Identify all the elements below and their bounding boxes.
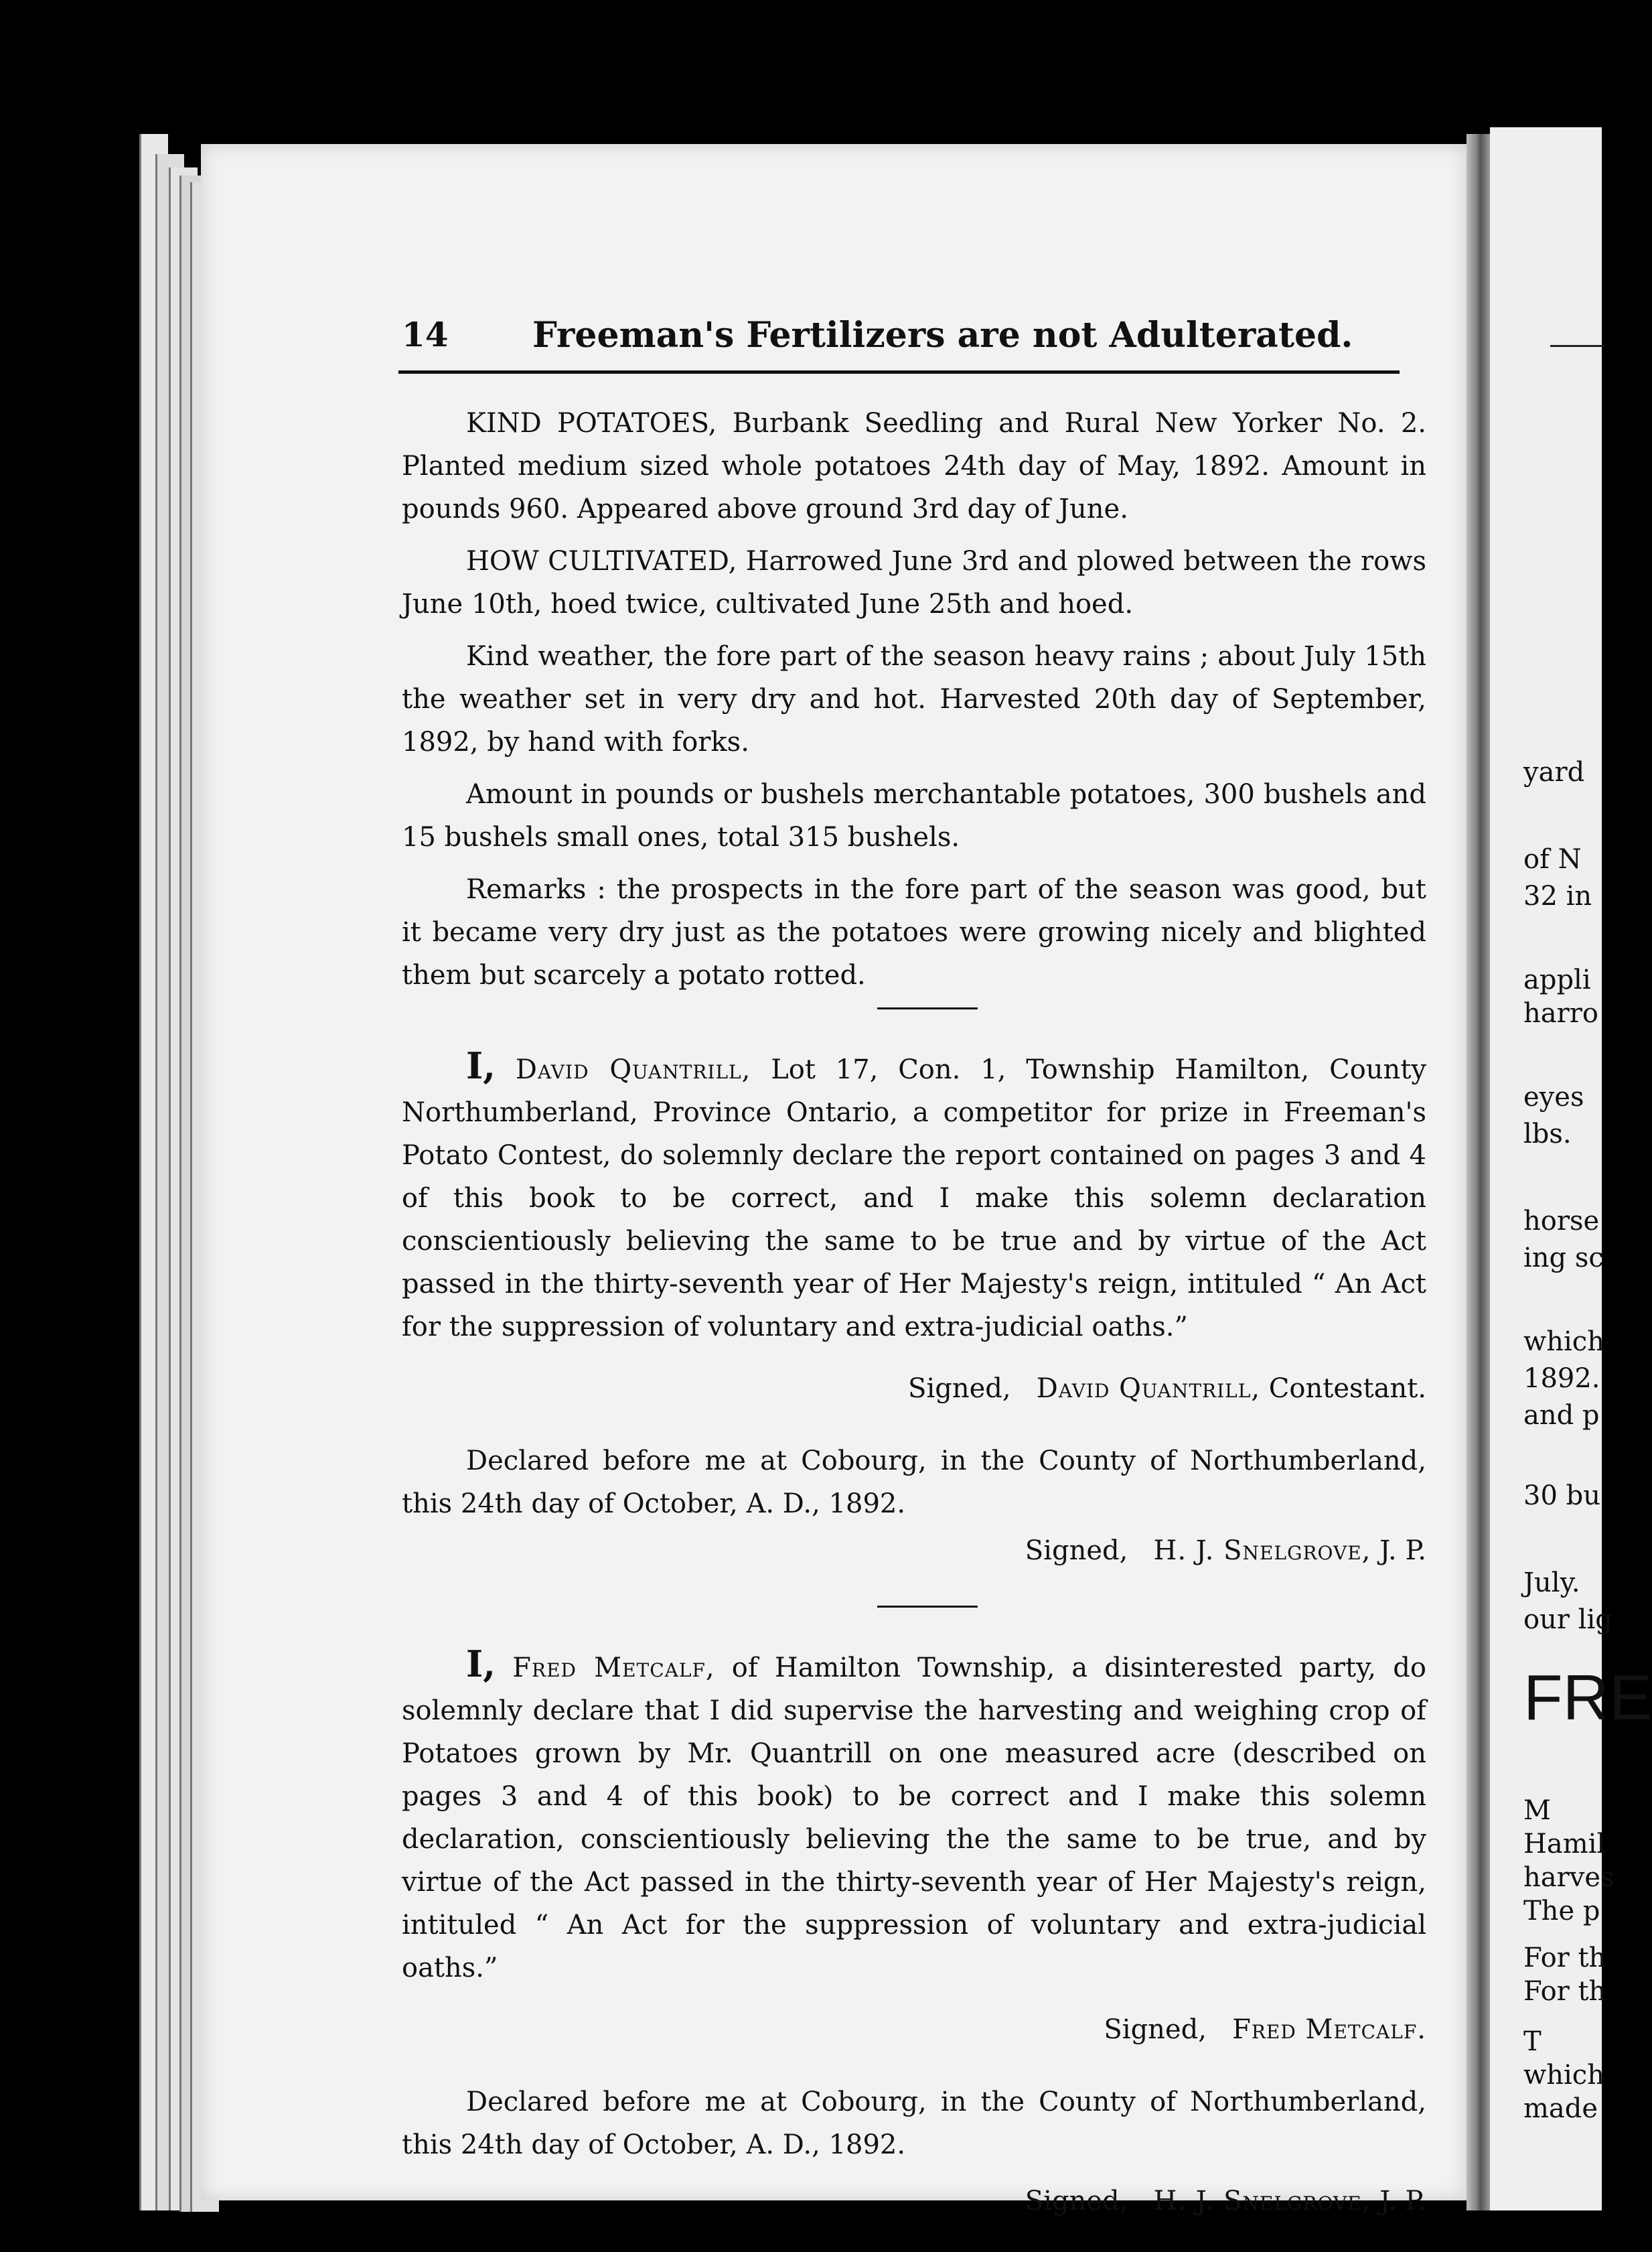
facing-fragment: 30 bu <box>1523 1480 1600 1511</box>
facing-fragment: M <box>1523 1795 1551 1826</box>
signed-label: Signed, <box>1025 2186 1128 2216</box>
witness-name: Fred Metcalf, <box>512 1652 715 1683</box>
facing-fragment: and p <box>1523 1400 1600 1431</box>
signed-label: Signed, <box>1104 2014 1207 2045</box>
facing-page <box>1490 127 1652 2210</box>
jp-title: J. P. <box>1379 2186 1426 2216</box>
page-number: 14 <box>402 315 449 354</box>
facing-fragment: appli <box>1523 965 1591 995</box>
report-cultivated: HOW CULTIVATED, Harrowed June 3rd and plowed between the rows June 10th, hoed twice, cultivated June 25th and hoed. <box>402 546 1426 620</box>
section-divider <box>877 1007 978 1009</box>
declaration-text: of Hamilton Township, a disinterested party, do solemnly declare that I did supervise the harvesting and weighing crop of Potatoes grown by Mr. Quantrill on one measured acre (described on pages 3 and 4 of this book) to be correct and I make this solemn declaration, conscientiously believing the the same to be true, and by virtue of the Act passed in the thirty-seventh year of Her Majesty's reign, intituled “ An Act for the suppression of voluntary and extra-judicial oaths.” <box>402 1652 1426 1983</box>
facing-fragment: 1892. <box>1523 1363 1600 1394</box>
declaration-initial: I, <box>466 1044 496 1087</box>
report-kind: KIND POTATOES, Burbank Seedling and Rural New Yorker No. 2. Planted medium sized whole potatoes 24th day of May, 1892. Amount in pounds 960. Appeared above ground 3rd day of June. <box>402 408 1426 524</box>
running-title: Freeman's Fertilizers are not Adulterated. <box>532 315 1353 356</box>
facing-fragment: 32 in <box>1523 881 1592 912</box>
header-rule <box>398 370 1400 374</box>
contestant-name: David Quantrill, <box>515 1054 751 1085</box>
facing-fragment: our lig <box>1523 1604 1612 1635</box>
facing-fragment: T <box>1523 2026 1542 2057</box>
facing-fragment: of N <box>1523 844 1582 875</box>
facing-fragment: For th <box>1523 1943 1606 1973</box>
facing-fragment: harro <box>1523 998 1598 1029</box>
facing-fragment: yard <box>1523 757 1585 788</box>
section-divider <box>877 1606 978 1608</box>
signed-label: Signed, <box>908 1373 1011 1404</box>
signed-role: Contestant. <box>1268 1373 1426 1404</box>
facing-fragment: which <box>1523 1326 1604 1357</box>
facing-fragment: lbs. <box>1523 1119 1572 1149</box>
facing-fragment: ing sc <box>1523 1243 1604 1273</box>
facing-fragment: Hamil <box>1523 1829 1606 1859</box>
facing-fragment: harves <box>1523 1862 1615 1893</box>
facing-fragment: horse <box>1523 1206 1600 1237</box>
jp-signature <box>402 1529 1426 1572</box>
signed-name: Fred Metcalf. <box>1232 2014 1426 2045</box>
page-header <box>402 315 1406 362</box>
contestant-signature <box>402 1367 1426 1410</box>
signed-name: David Quantrill, <box>1036 1373 1261 1404</box>
page-body <box>402 402 1426 2252</box>
facing-fragment: eyes <box>1523 1082 1584 1113</box>
facing-fragment: The p <box>1523 1896 1600 1926</box>
facing-fragment: made <box>1523 2093 1598 2124</box>
witness-declaration <box>402 1642 1426 1989</box>
witness-signature <box>402 2008 1426 2051</box>
facing-heading: FRE <box>1523 1662 1652 1734</box>
facing-fragment: For th <box>1523 1976 1606 2007</box>
report-weather: Kind weather, the fore part of the season heavy rains ; about July 15th the weather set in very dry and hot. Harvested 20th day of September, 1892, by hand with forks. <box>402 641 1426 758</box>
facing-fragment: which <box>1523 2060 1604 2091</box>
report-remarks: Remarks : the prospects in the fore part of the season was good, but it became very dry just as the potatoes were growing nicely and blighted them but scarcely a potato rotted. <box>402 874 1426 991</box>
declaration-text: Lot 17, Con. 1, Township Hamilton, County Northumberland, Province Ontario, a competitor for prize in Freeman's Potato Contest, do solemnly declare the report contained on pages 3 and 4 of this book to be correct, and I make this solemn declaration conscientiously believing the same to be true and by virtue of the Act passed in the thirty-seventh year of Her Majesty's reign, intituled “ An Act for the suppression of voluntary and extra-judicial oaths.” <box>402 1054 1426 1342</box>
jp-title: J. P. <box>1379 1535 1426 1566</box>
declaration-initial: I, <box>466 1642 496 1685</box>
declared-before: Declared before me at Cobourg, in the County of Northumberland, this 24th day of October, A. D., 1892. <box>402 1446 1426 1519</box>
facing-fragment: July. <box>1523 1567 1580 1598</box>
report-amount: Amount in pounds or bushels merchantable potatoes, 300 bushels and 15 bushels small ones, total 315 bushels. <box>402 779 1426 853</box>
jp-name: H. J. Snelgrove, <box>1153 1535 1371 1566</box>
facing-page-rule <box>1550 345 1604 347</box>
jp-signature <box>402 2180 1426 2223</box>
signed-label: Signed, <box>1025 1535 1128 1566</box>
declared-before: Declared before me at Cobourg, in the County of Northumberland, this 24th day of October, A. D., 1892. <box>402 2087 1426 2160</box>
book-gutter <box>1467 134 1490 2210</box>
jp-name: H. J. Snelgrove, <box>1153 2186 1371 2216</box>
contestant-declaration <box>402 1044 1426 1348</box>
